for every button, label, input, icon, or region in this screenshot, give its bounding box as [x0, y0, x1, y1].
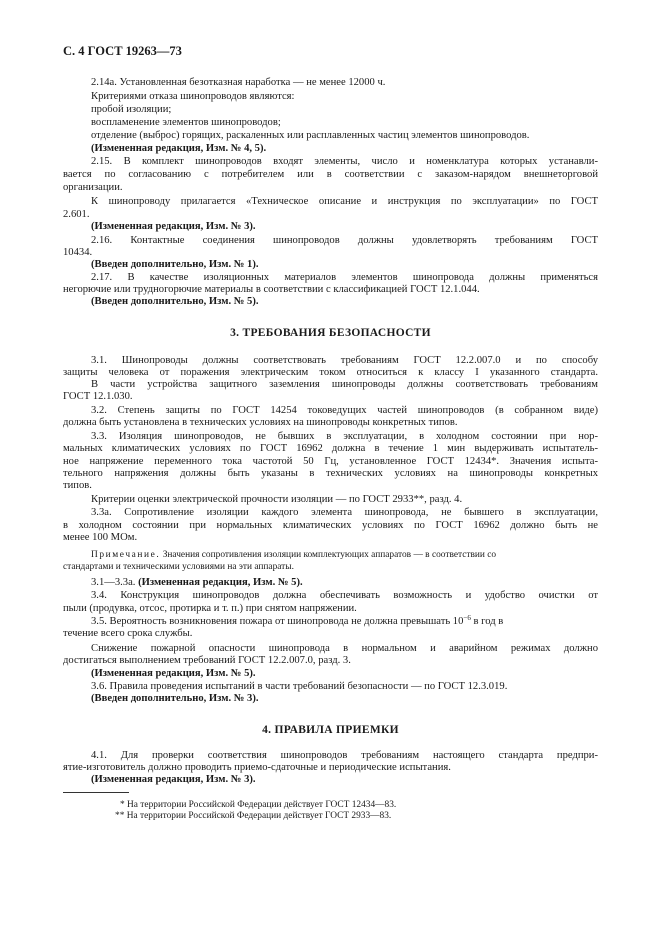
amendment-note	[91, 577, 303, 589]
text-line: Критериями отказа шинопроводов являются:	[91, 91, 295, 102]
text-line: негорючие или трудногорючие материалы в соответствии с классификацией ГОСТ 12.1.044.	[63, 284, 480, 295]
clause-3-6: 3.6. Правила проведения испытаний в части требований безопасности — по ГОСТ 12.3.019.	[91, 681, 508, 692]
footnote: * На территории Российской Федерации действует ГОСТ 12434—83.	[120, 800, 397, 810]
clause-2-14a: 2.14а. Установленная безотказная наработка — не менее 12000 ч.	[91, 77, 386, 88]
text-fragment: в год в	[470, 616, 504, 627]
clause-4-1: 4.1. Для проверки соответствия шинопроводов требованиям настоящего стандарта предпри-	[91, 750, 598, 761]
text-line: достигаться выполнением требований ГОСТ 12.2.007.0, разд. 3.	[63, 655, 351, 666]
text-line: Критерии оценки электрической прочности изоляции — по ГОСТ 2933**, разд. 4.	[91, 494, 463, 505]
text-line: защиты человека от поражения электрическим током относиться к классу I указанного стандарта.	[63, 367, 598, 378]
clause-range: 3.1—3.3а.	[91, 577, 136, 588]
text-line: мальных климатических условиях по ГОСТ 16962 должна в течение 1 мин выдерживать испытатель-	[63, 443, 598, 454]
note-line: стандартами и техническими условиями на эти аппараты.	[63, 562, 294, 572]
amendment-note: (Введен дополнительно, Изм. № 3).	[91, 693, 259, 704]
section-heading-4: 4. ПРАВИЛА ПРИЕМКИ	[262, 724, 399, 736]
text-fragment: 3.5. Вероятность возникновения пожара от шинопровода не должна превышать 10	[91, 616, 464, 627]
footnote: ** На территории Российской Федерации действует ГОСТ 2933—83.	[115, 811, 392, 821]
text-line: должна быть установлена в технических условиях на шинопроводы конкретных типов.	[63, 417, 458, 428]
text-line: организации.	[63, 182, 123, 193]
list-item: пробой изоляции;	[91, 104, 172, 115]
text-line: типов.	[63, 480, 92, 491]
text-line: течение всего срока службы.	[63, 628, 193, 639]
text-line: ГОСТ 12.1.030.	[63, 391, 133, 402]
clause-3-1: 3.1. Шинопроводы должны соответствовать требованиям ГОСТ 12.2.007.0 и по способу	[91, 355, 598, 366]
clause-3-2: 3.2. Степень защиты по ГОСТ 14254 токоведущих частей шинопроводов (в собранном виде)	[91, 405, 598, 416]
amendment-note: (Измененная редакция, Изм. № 4, 5).	[91, 143, 267, 154]
text-line: ятие-изготовитель должно проводить приемо-сдаточные и периодические испытания.	[63, 762, 451, 773]
text-line: Снижение пожарной опасности шинопровода в нормальном и аварийном режимах должно	[91, 643, 598, 654]
page-header: С. 4 ГОСТ 19263—73	[63, 44, 182, 58]
exponent: −6	[463, 614, 471, 622]
note-line	[91, 549, 496, 561]
note-label: Примечание.	[91, 550, 161, 560]
text-line: вается по согласованию с потребителем или в соответствии с заказом-нарядом внешнеторговой	[63, 169, 598, 180]
list-item: воспламенение элементов шинопроводов;	[91, 117, 281, 128]
text-line: 2.601.	[63, 209, 90, 220]
amendment-note: (Измененная редакция, Изм. № 3).	[91, 221, 256, 232]
amendment-note: (Введен дополнительно, Изм. № 1).	[91, 259, 259, 270]
text-line: в холодном состоянии при нормальных климатических условиях по ГОСТ 16962 должно быть не	[63, 520, 598, 531]
text-line: В части устройства защитного заземления шинопроводы должны соответствовать требованиям	[91, 379, 598, 390]
text-line: менее 100 МОм.	[63, 532, 138, 543]
clause-2-17: 2.17. В качестве изоляционных материалов элементов шинопровода должны применяться	[91, 272, 598, 283]
amendment-text: (Измененная редакция, Изм. № 5).	[138, 577, 303, 588]
clause-3-3a: 3.3а. Сопротивление изоляции каждого элемента шинопровода, не бывшего в эксплуатации,	[91, 507, 598, 518]
clause-3-5	[91, 616, 598, 628]
note-text: Значения сопротивления изоляции комплектующих аппаратов — в соответствии со	[162, 550, 497, 560]
section-heading-3: 3. ТРЕБОВАНИЯ БЕЗОПАСНОСТИ	[230, 327, 431, 339]
text-line: 10434.	[63, 247, 93, 258]
clause-2-15: 2.15. В комплект шинопроводов входят элементы, число и номенклатура которых устанавли-	[91, 156, 598, 167]
text-line: тельного напряжения должны быть указаны в технических условиях на шинопроводы конкретных	[63, 468, 598, 479]
amendment-note: (Измененная редакция, Изм. № 3).	[91, 774, 256, 785]
footnote-divider	[63, 792, 129, 793]
list-item: отделение (выброс) горящих, раскаленных или расплавленных частиц элементов шинопроводов.	[91, 130, 530, 141]
clause-2-16: 2.16. Контактные соединения шинопроводов должны удовлетворять требованиям ГОСТ	[91, 235, 598, 246]
text-line: К шинопроводу прилагается «Техническое описание и инструкция по эксплуатации» по ГОСТ	[91, 196, 598, 207]
clause-3-3: 3.3. Изоляция шинопроводов, не бывших в эксплуатации, в холодном состоянии при нор-	[91, 431, 598, 442]
text-line: ное напряжение переменного тока частотой 50 Гц, установленное ГОСТ 12434*. Значения испыта-	[63, 456, 598, 467]
amendment-note: (Измененная редакция, Изм. № 5).	[91, 668, 256, 679]
amendment-note: (Введен дополнительно, Изм. № 5).	[91, 296, 259, 307]
clause-3-4: 3.4. Конструкция шинопроводов должна обеспечивать возможность и удобство очистки от	[91, 590, 598, 601]
text-line: пыли (продувка, отсос, протирка и т. п.) при снятом напряжении.	[63, 603, 357, 614]
